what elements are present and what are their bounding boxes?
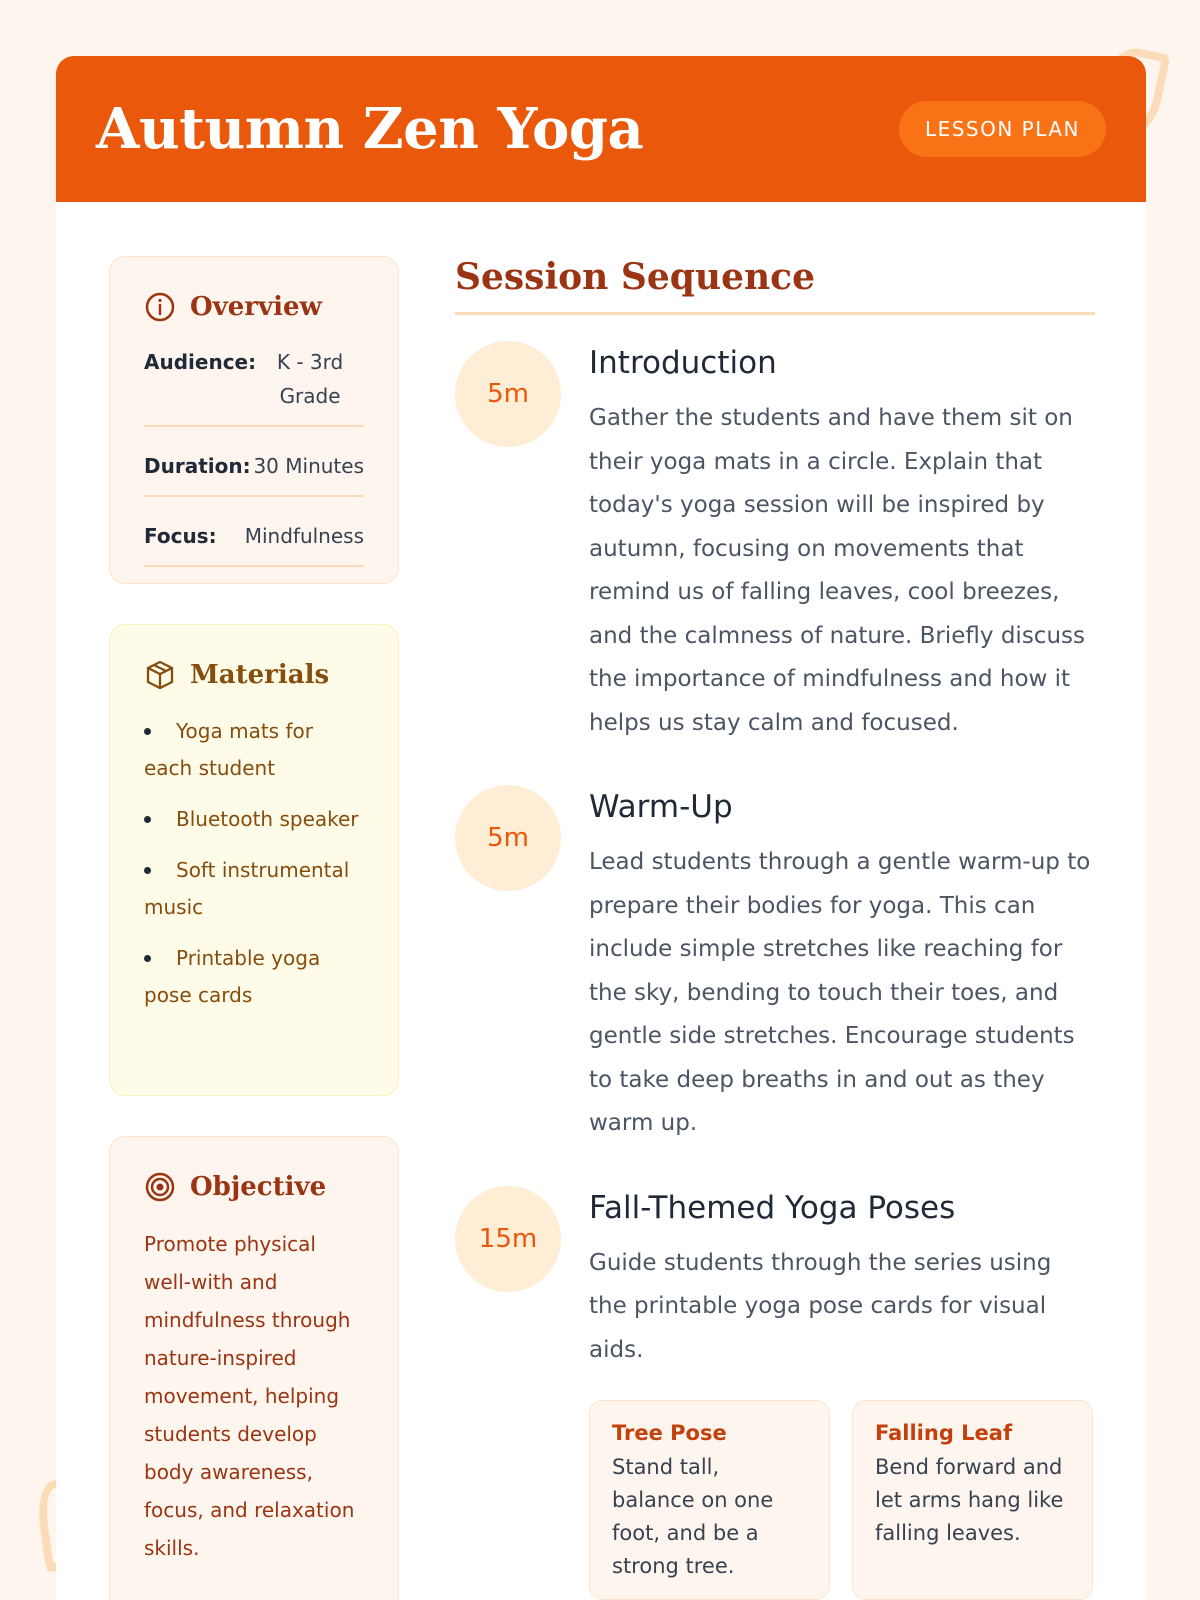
page-title: Autumn Zen Yoga xyxy=(96,96,644,162)
duration-value: 30 Minutes xyxy=(253,454,364,478)
pose-description: Bend forward and let arms hang like falling leaves. xyxy=(875,1455,1064,1545)
lesson-plan-badge: LESSON PLAN xyxy=(899,101,1106,157)
duration-badge: 15m xyxy=(455,1186,561,1292)
overview-panel xyxy=(109,256,399,584)
objective-panel xyxy=(109,1136,399,1600)
pose-card xyxy=(852,1400,1093,1600)
duration-label: Duration: xyxy=(144,454,251,478)
info-icon xyxy=(144,291,176,323)
pose-cards xyxy=(589,1400,1093,1600)
list-item: Bluetooth speaker xyxy=(144,801,364,838)
section-title: Session Sequence xyxy=(455,256,1095,315)
lesson-plan-card xyxy=(56,56,1146,1600)
overview-row xyxy=(144,519,364,567)
pose-description: Stand tall, balance on one foot, and be a strong tree. xyxy=(612,1455,774,1578)
audience-label: Audience: xyxy=(144,350,257,374)
audience-value: K - 3rd Grade xyxy=(276,350,344,408)
step-title: Fall-Themed Yoga Poses xyxy=(589,1189,956,1226)
step-title: Warm-Up xyxy=(589,789,733,825)
overview-row xyxy=(144,449,364,497)
step-warm-up xyxy=(455,785,1095,1146)
materials-list xyxy=(144,713,364,1014)
header xyxy=(56,56,1146,202)
sidebar xyxy=(109,256,399,1600)
step-description: Lead students through a gentle warm-up to prepare their bodies for yoga. This can include simple stretches like reaching for the sky, bending to touch their toes, and gentle side stretches. Encourage students to take deep breaths in and out as they warm up. xyxy=(589,849,1091,1136)
step-title: Introduction xyxy=(589,345,777,381)
step-description: Guide students through the series using the printable yoga pose cards for visual aids. xyxy=(589,1249,1052,1363)
overview-row xyxy=(144,345,364,427)
session-sequence xyxy=(455,256,1095,1600)
objective-text: Promote physical well-with and mindfulness through nature-inspired movement, helping students develop body awareness, focus, and relaxation skills. xyxy=(144,1232,355,1560)
list-item: Printable yoga pose cards xyxy=(144,940,364,1014)
pose-card xyxy=(589,1400,830,1600)
materials-panel xyxy=(109,624,399,1096)
duration-badge: 5m xyxy=(455,785,561,891)
list-item: Yoga mats for each student xyxy=(144,713,364,787)
overview-heading xyxy=(144,291,364,323)
step-description: Gather the students and have them sit on their yoga mats in a circle. Explain that today's yoga session will be inspired by autumn, focusing on movements that remind us of falling leaves, cool breezes, and the calmness of nature. Briefly discuss the importance of mindfulness and how it helps us stay calm and focused. xyxy=(589,405,1085,736)
pose-name: Falling Leaf xyxy=(875,1421,1013,1445)
step-yoga-poses xyxy=(455,1186,1095,1600)
focus-value: Mindfulness xyxy=(244,524,364,548)
step-introduction xyxy=(455,341,1095,745)
duration-badge: 5m xyxy=(455,341,561,447)
focus-label: Focus: xyxy=(144,524,217,548)
target-icon xyxy=(144,1171,176,1203)
box-icon xyxy=(144,659,176,691)
overview-title: Overview xyxy=(190,292,322,322)
materials-heading xyxy=(144,659,364,691)
objective-title: Objective xyxy=(190,1172,327,1202)
pose-name: Tree Pose xyxy=(612,1421,727,1445)
materials-title: Materials xyxy=(190,660,330,690)
objective-heading xyxy=(144,1171,364,1203)
list-item: Soft instrumental music xyxy=(144,852,364,926)
